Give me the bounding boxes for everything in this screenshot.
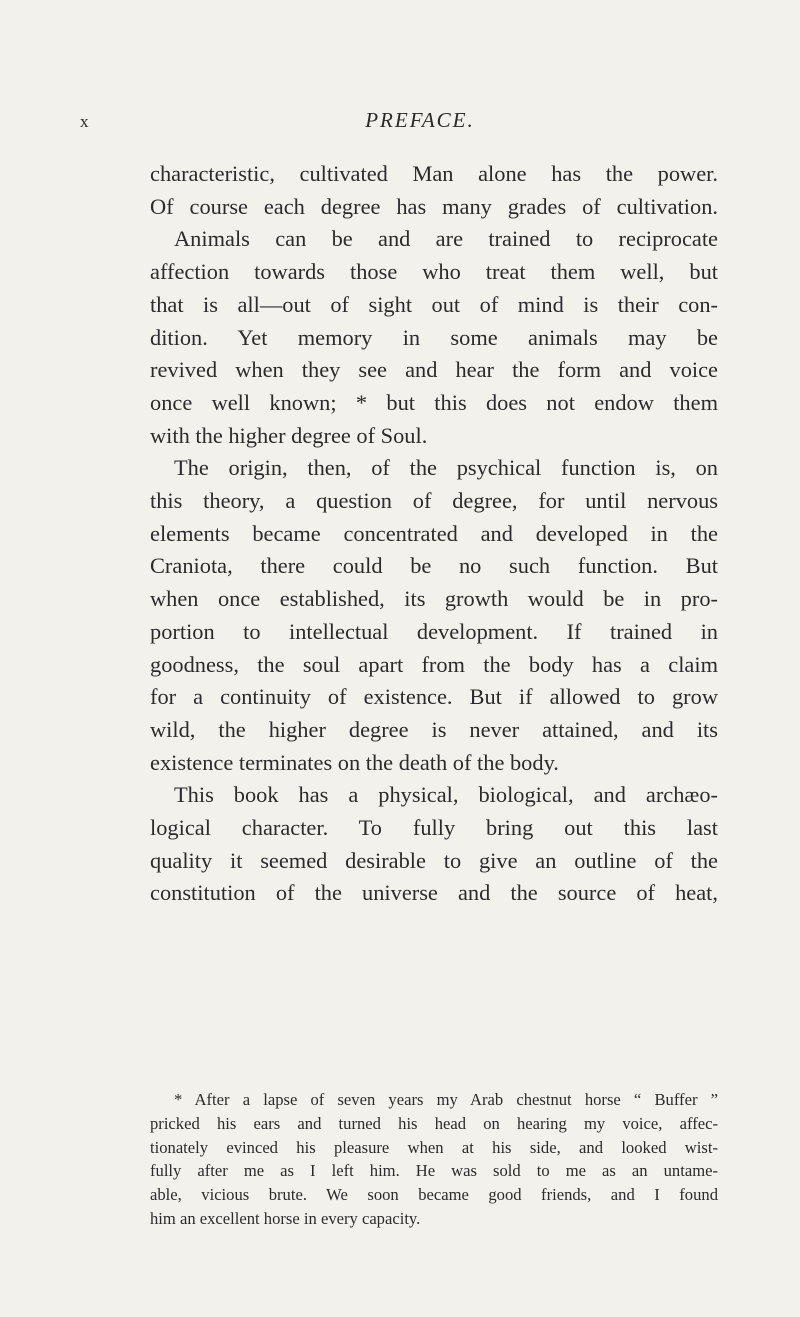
text-line: affection towards those who treat them well, but [150,259,718,285]
footnote-line: able, vicious brute. We soon became good friends, and I found [150,1185,718,1205]
running-head [80,108,720,138]
text-line: when once established, its growth would be in pro- [150,586,718,612]
main-text [150,158,718,910]
text-line: Craniota, there could be no such function. But [150,553,718,579]
text-line: this theory, a question of degree, for until nervous [150,488,718,514]
footnote [150,1088,718,1231]
footnote-line: him an excellent horse in every capacity. [150,1208,421,1228]
text-line: once well known; * but this does not endow them [150,389,718,415]
footnote-line: * After a lapse of seven years my Arab chestnut horse “ Buffer ” [174,1090,718,1109]
text-line: The origin, then, of the psychical function is, on [174,455,718,481]
text-line: characteristic, cultivated Man alone has the power. [150,161,718,186]
text-line: constitution of the universe and the source of heat, [150,880,718,906]
text-line: This book has a physical, biological, and archæo- [174,782,718,808]
text-line: Of course each degree has many grades of cultivation. [150,193,718,219]
page-title: PREFACE. [365,108,475,132]
text-line: Animals can be and are trained to reciprocate [174,226,718,252]
footnote-line: pricked his ears and turned his head on hearing my voice, affec- [150,1113,718,1133]
text-line: revived when they see and hear the form and voice [150,357,718,383]
text-line: elements became concentrated and developed in the [150,520,718,546]
text-line: dition. Yet memory in some animals may be [150,324,718,350]
footnote-line: fully after me as I left him. He was sold to me as an untame- [150,1161,718,1181]
text-line: existence terminates on the death of the body. [150,749,559,775]
text-line: wild, the higher degree is never attained, and its [150,716,718,742]
text-line: with the higher degree of Soul. [150,422,428,448]
text-line: that is all—out of sight out of mind is their con- [150,291,718,317]
text-line: for a continuity of existence. But if allowed to grow [150,684,718,710]
text-line: goodness, the soul apart from the body has a claim [150,651,718,677]
page-number: x [80,112,90,131]
text-line: portion to intellectual development. If trained in [150,618,718,644]
footnote-line: tionately evinced his pleasure when at his side, and looked wist- [150,1137,718,1157]
text-line: quality it seemed desirable to give an outline of the [150,847,718,873]
text-line: logical character. To fully bring out this last [150,815,718,841]
